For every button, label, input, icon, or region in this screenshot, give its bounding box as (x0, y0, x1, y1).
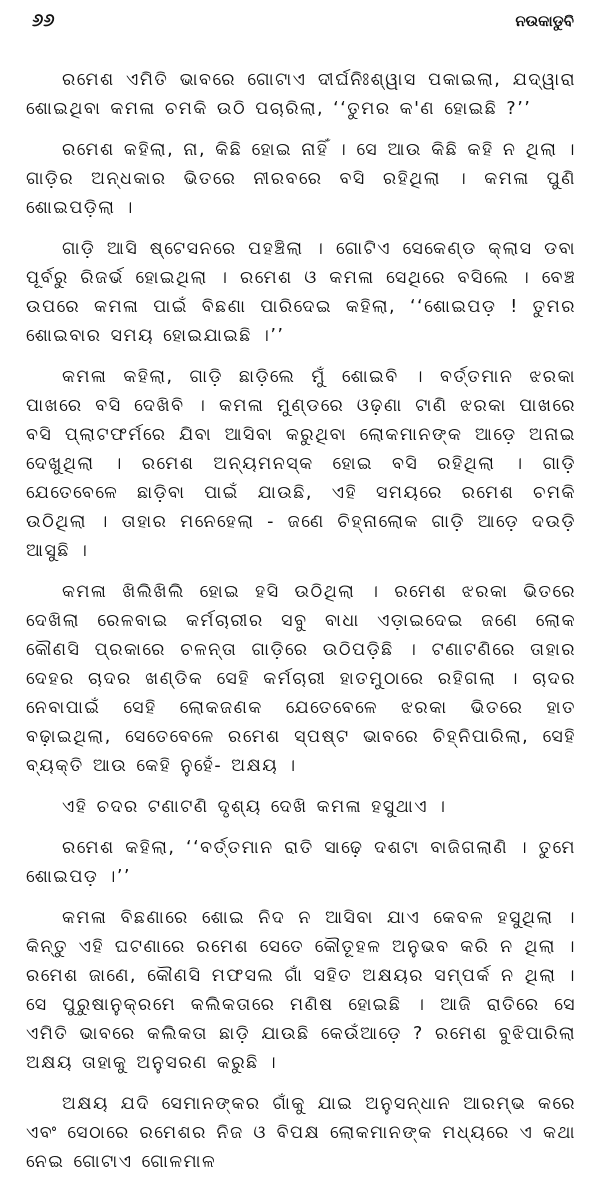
paragraph-7: ରମେଶ କହିଲା, ‘‘ବର୍ତ୍ତମାନ ରାତି ସାଢ଼େ ଦଶଟା ବାଜିଗଲାଣି । ତୁମେ ଶୋଇପଡ଼ ।’’ (26, 838, 576, 887)
running-title: ନଉକାଡୁବି (515, 12, 574, 30)
page-number: ୬୬ (32, 10, 55, 31)
page-header (26, 10, 576, 50)
paragraph-8: କମଳା ବିଛଣାରେ ଶୋଇ ନିଦ ନ ଆସିବା ଯାଏ କେବଳ ହସୁଥିଲା । କିନ୍ତୁ ଏହି ଘଟଣାରେ ରମେଶ ସେତେ କୌତୂହଳ ଅନୁଭବ କରି ନ ଥିଲା । ରମେଶ ଜାଣେ, କୌଣସି ମଫସଲ ଗାଁ ସହିତ ଅକ୍ଷୟର ସମ୍ପର୍କ ନ ଥିଲା । ସେ ପୁରୁଷାନୁକ୍ରମେ କଲିକତାରେ ମଣିଷ ହୋଇଛି । ଆଜି ରାତିରେ ସେ ଏମିତି ଭାବରେ କଲିକତା ଛାଡ଼ି ଯାଉଛି କେଉଁଆଡ଼େ ? ରମେଶ ବୁଝିପାରିଲା ଅକ୍ଷୟ ତାହାକୁ ଅନୁସରଣ କରୁଛି । (26, 908, 576, 1073)
paragraph-9: ଅକ୍ଷୟ ଯଦି ସେମାନଙ୍କର ଗାଁକୁ ଯାଇ ଅନୁସନ୍ଧାନ ଆରମ୍ଭ କରେ ଏବଂ ସେଠାରେ ରମେଶର ନିଜ ଓ ବିପକ୍ଷ ଲୋକମାନଙ୍କ ମଧ୍ୟରେ ଏ କଥା ନେଇ ଗୋଟାଏ ଗୋଳମାଳ (26, 1094, 576, 1172)
paragraph-3: ଗାଡ଼ି ଆସି ଷ୍ଟେସନରେ ପହଞ୍ଚିଲା । ଗୋଟିଏ ସେକେଣ୍ଡ କ୍ଲାସ ଡବା ପୂର୍ବରୁ ରିଜର୍ଭ ହୋଇଥିଲା । ରମେଶ ଓ କମଳା ସେଥିରେ ବସିଲେ । ବେଞ୍ଚ ଉପରେ କମଳା ପାଇଁ ବିଛଣା ପାରିଦେଇ କହିଲା, ‘‘ଶୋଇପଡ଼ ! ତୁମର ଶୋଇବାର ସମୟ ହୋଇଯାଇଛି ।’’ (26, 239, 576, 346)
paragraph-5: କମଳା ଖିଲିଖିଲି ହୋଇ ହସି ଉଠିଥିଲା । ରମେଶ ଝରକା ଭିତରେ ଦେଖିଲା ରେଳବାଇ କର୍ମଚାରୀର ସବୁ ବାଧା ଏଡ଼ାଇଦେଇ ଜଣେ ଲୋକ କୌଣସି ପ୍ରକାରେ ଚଳନ୍ତା ଗାଡ଼ିରେ ଉଠିପଡ଼ିଛି । ଟଣାଟଣିରେ ତାହାର ଦେହର ଚାଦର ଖଣ୍ଡିକ ସେହି କର୍ମଚାରୀ ହାତମୁଠାରେ ରହିଗଲା । ଚାଦର ନେବାପାଇଁ ସେହି ଲୋକଜଣକ ଯେତେବେଳେ ଝରକା ଭିତରେ ହାତ ବଢ଼ାଇଥିଲା, ସେତେବେଳେ ରମେଶ ସ୍ପଷ୍ଟ ଭାବରେ ଚିହ୍ନିପାରିଲା, ସେହି ବ୍ୟକ୍ତି ଆଉ କେହି ନୁହେଁ- ଅକ୍ଷୟ । (26, 582, 576, 776)
paragraph-2: ରମେଶ କହିଲା, ନା, କିଛି ହୋଇ ନାହିଁ । ସେ ଆଉ କିଛି କହି ନ ଥିଲା । ଗାଡ଼ିର ଅନ୍ଧକାର ଭିତରେ ନୀରବରେ ବସି ରହିଥିଲା । କମଳା ପୁଣି ଶୋଇପଡ଼ିଲା । (26, 140, 576, 218)
paragraph-6: ଏହି ଚଦର ଟଣାଟଣି ଦୃଶ୍ୟ ଦେଖି କମଳା ହସୁଥାଏ । (62, 797, 447, 817)
paragraph-4: କମଳା କହିଲା, ଗାଡ଼ି ଛାଡ଼ିଲେ ମୁଁ ଶୋଇବି । ବର୍ତ୍ତମାନ ଝରକା ପାଖରେ ବସି ଦେଖିବି । କମଳା ମୁଣ୍ଡରେ ଓଢ଼ଣା ଟାଣି ଝରକା ପାଖରେ ବସି ପ୍ଲାଟଫର୍ମରେ ଯିବା ଆସିବା କରୁଥିବା ଲୋକମାନଙ୍କ ଆଡ଼େ ଅନାଇ ଦେଖୁଥିଲା । ରମେଶ ଅନ୍ୟମନସ୍କ ହୋଇ ବସି ରହିଥିଲା । ଗାଡ଼ି ଯେତେବେଳେ ଛାଡ଼ିବା ପାଇଁ ଯାଉଛି, ଏହି ସମୟରେ ରମେଶ ଚମକି ଉଠିଥିଲା । ତାହାର ମନେହେଲା - ଜଣେ ଚିହ୍ନାଲୋକ ଗାଡ଼ି ଆଡ଼େ ଦଉଡ଼ି ଆସୁଛି । (26, 367, 576, 561)
paragraph-1: ରମେଶ ଏମିତି ଭାବରେ ଗୋଟାଏ ଦୀର୍ଘନିଃଶ୍ୱାସ ପକାଇଲା, ଯଦ୍ୱାରା ଶୋଇଥିବା କମଳା ଚମକି ଉଠି ପଚାରିଲା, ‘‘ତୁମର କ'ଣ ହୋଇଛି ?’’ (26, 70, 576, 119)
body-text (26, 66, 576, 1177)
